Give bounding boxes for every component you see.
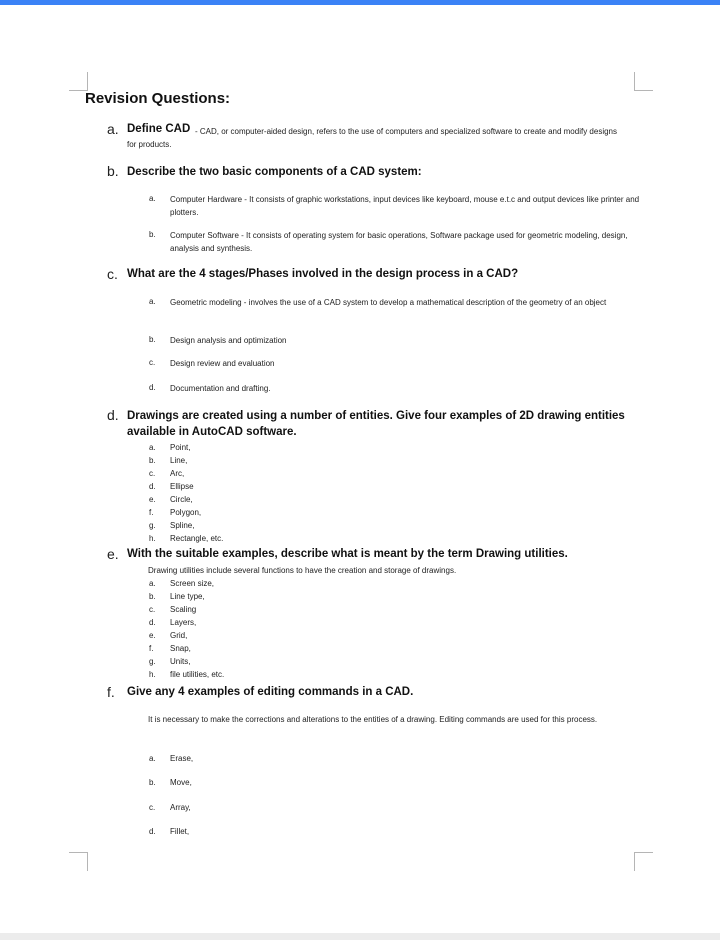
list-item-label: d. — [149, 827, 156, 836]
list-item-label: h. — [149, 534, 156, 543]
list-item-label: a. — [149, 579, 156, 588]
question-intro: Drawing utilities include several functions to have the creation and storage of drawings. — [148, 566, 457, 575]
list-item-label: b. — [149, 778, 156, 787]
question-prompt: What are the 4 stages/Phases involved in the design process in a CAD? — [127, 268, 519, 280]
list-item: Line type, — [170, 592, 205, 601]
list-item: Snap, — [170, 644, 191, 653]
list-item: Units, — [170, 657, 191, 666]
list-item-label: h. — [149, 670, 156, 679]
question-prompt: Give any 4 examples of editing commands in a CAD. — [127, 686, 414, 698]
list-item: Line, — [170, 456, 188, 465]
list-item: file utilities, etc. — [170, 670, 225, 679]
list-item: Arc, — [170, 469, 185, 478]
list-item: Computer Hardware - It consists of graphic workstations, input devices like keyboard, mouse e.t.c and output devices like printer and plotters. — [170, 195, 640, 217]
list-item: Screen size, — [170, 579, 215, 588]
list-item-label: c. — [149, 803, 156, 812]
page-title: Revision Questions: — [85, 90, 231, 107]
list-item-label: d. — [149, 618, 156, 627]
question-prompt: Describe the two basic components of a CAD system: — [127, 166, 422, 178]
bottom-gutter — [0, 933, 720, 940]
list-item-label: b. — [149, 592, 156, 601]
list-item: Computer Software - It consists of operating system for basic operations, Software package used for geometric modeling, design, analysis and synthesis. — [170, 231, 628, 253]
list-item-label: f. — [149, 508, 154, 517]
question-marker: b. — [107, 163, 119, 179]
list-item: Polygon, — [170, 508, 202, 517]
list-item-label: a. — [149, 754, 156, 763]
list-item: Fillet, — [170, 827, 190, 836]
question-prompt-line2: available in AutoCAD software. — [127, 426, 297, 438]
list-item-label: c. — [149, 605, 156, 614]
question-marker: e. — [107, 546, 119, 562]
list-item: Move, — [170, 778, 192, 787]
list-item-label: a. — [149, 194, 156, 203]
question-answer: - CAD, or computer-aided design, refers to the use of computers and specialized software to create and modify designs for products. — [127, 127, 617, 149]
question-marker: c. — [107, 266, 118, 282]
list-item-label: b. — [149, 230, 156, 239]
list-item-label: c. — [149, 469, 156, 478]
margin-corner-top-right — [634, 72, 653, 91]
list-item: Layers, — [170, 618, 197, 627]
list-item: Documentation and drafting. — [170, 384, 271, 393]
question-marker: a. — [107, 121, 119, 137]
list-item: Ellipse — [170, 482, 194, 491]
list-item: Circle, — [170, 495, 193, 504]
question-marker: f. — [107, 684, 115, 700]
list-item-label: d. — [149, 482, 156, 491]
list-item-label: a. — [149, 297, 156, 306]
question-prompt: With the suitable examples, describe what is meant by the term Drawing utilities. — [127, 548, 568, 560]
question-prompt: Define CAD — [127, 123, 191, 135]
list-item: Point, — [170, 443, 191, 452]
list-item: Grid, — [170, 631, 188, 640]
question-marker: d. — [107, 407, 119, 423]
list-item-label: b. — [149, 456, 156, 465]
top-accent-bar — [0, 0, 720, 5]
list-item-label: g. — [149, 521, 156, 530]
question-prompt-line1: Drawings are created using a number of entities. Give four examples of 2D drawing entities — [127, 410, 625, 422]
list-item: Scaling — [170, 605, 197, 614]
list-item: Array, — [170, 803, 191, 812]
list-item: Design analysis and optimization — [170, 336, 287, 345]
list-item-label: f. — [149, 644, 154, 653]
list-item-label: d. — [149, 383, 156, 392]
question-intro: It is necessary to make the corrections and alterations to the entities of a drawing. Editing commands are used for this process. — [148, 715, 598, 724]
list-item: Spline, — [170, 521, 195, 530]
list-item-label: a. — [149, 443, 156, 452]
list-item-label: c. — [149, 358, 156, 367]
list-item-label: b. — [149, 335, 156, 344]
list-item: Design review and evaluation — [170, 359, 275, 368]
list-item: Rectangle, etc. — [170, 534, 224, 543]
list-item-label: e. — [149, 631, 156, 640]
margin-corner-bottom-right — [634, 852, 653, 871]
list-item-label: g. — [149, 657, 156, 666]
list-item-label: e. — [149, 495, 156, 504]
list-item: Geometric modeling - involves the use of a CAD system to develop a mathematical description of the geometry of an object — [170, 298, 607, 307]
margin-corner-bottom-left — [69, 852, 88, 871]
margin-corner-top-left — [69, 72, 88, 91]
list-item: Erase, — [170, 754, 194, 763]
